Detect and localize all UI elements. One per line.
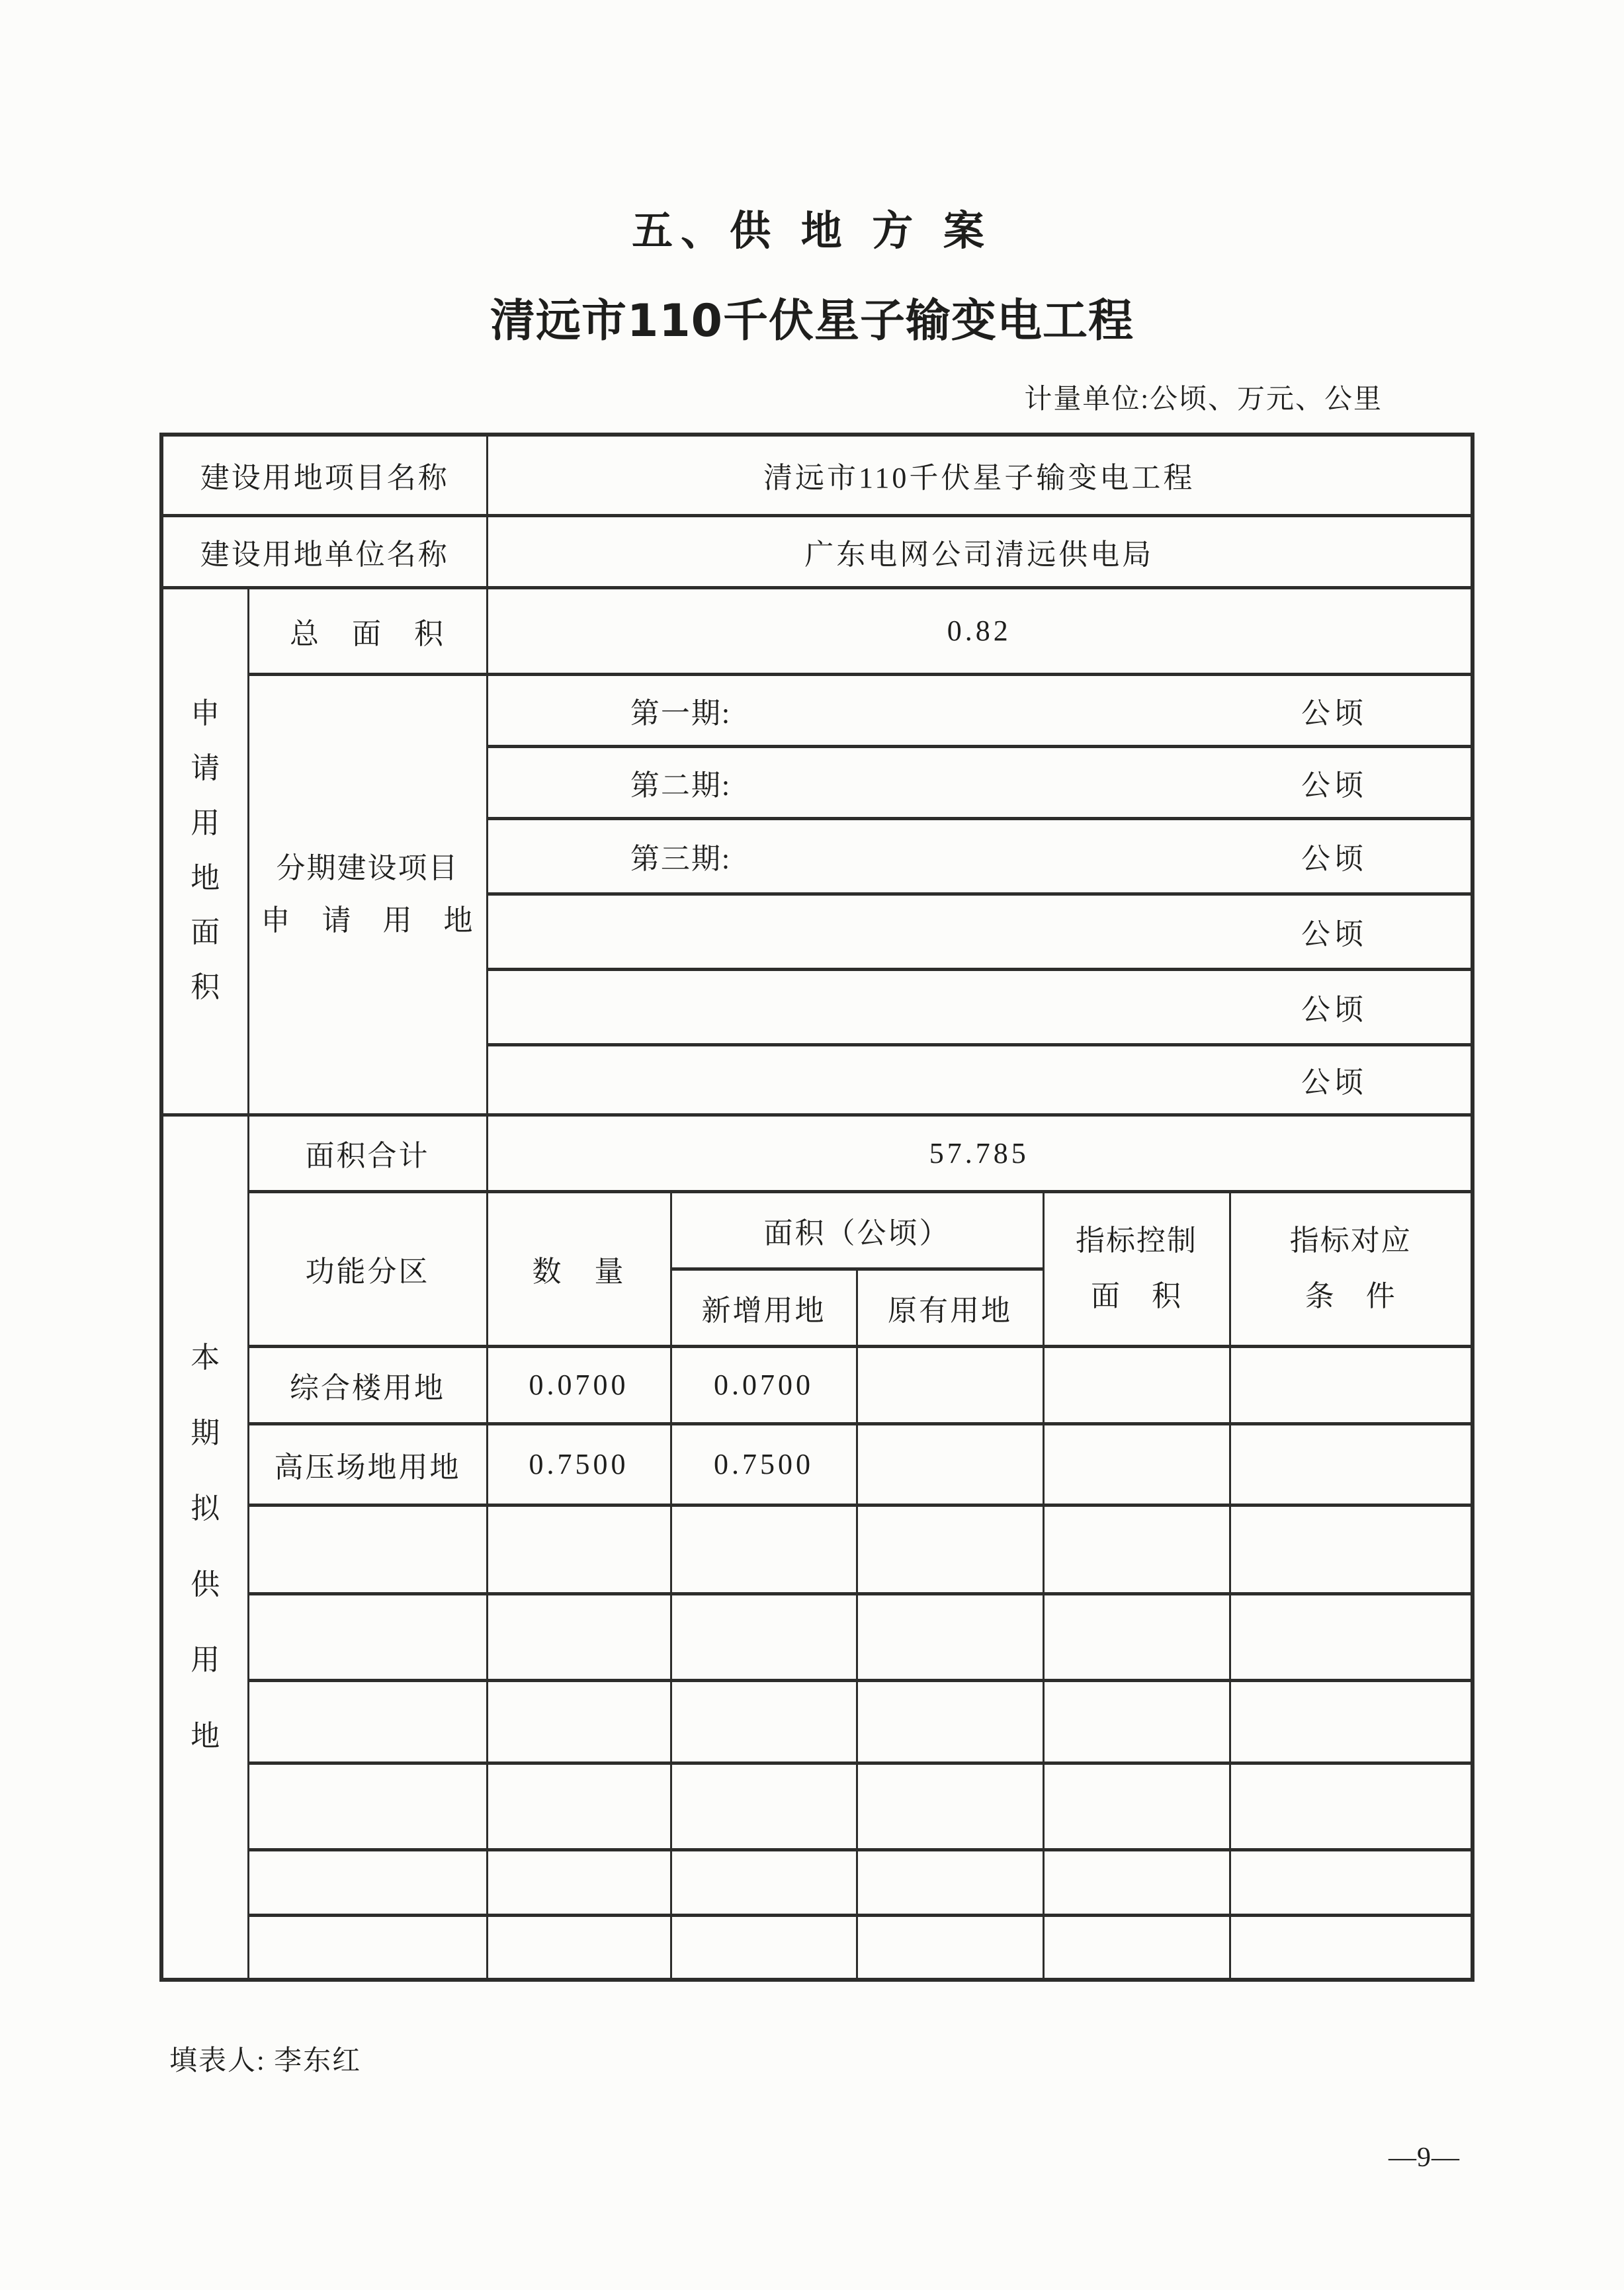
empty-cell (857, 1849, 1043, 1915)
document-title: 五、供 地 方 案 (632, 206, 992, 255)
empty-cell (1043, 1849, 1230, 1915)
measurement-unit-note: 计量单位:公顷、万元、公里 (1024, 384, 1383, 415)
phase-period-label: 第二期: (630, 769, 732, 802)
empty-cell (1230, 1915, 1473, 1980)
empty-cell (671, 1593, 857, 1680)
empty-cell (248, 1593, 487, 1680)
phase-row-cell-2 (487, 746, 1473, 818)
empty-cell (1230, 1763, 1473, 1849)
empty-cell (671, 1680, 857, 1763)
empty-cell (1043, 1680, 1230, 1763)
document-subtitle: 清远市110千伏星子输变电工程 (490, 295, 1134, 347)
index-condition-header-line1: 指标对应 (1289, 1224, 1412, 1257)
phase-row-cell-3 (487, 818, 1473, 894)
function-zone-header-cell: 功能分区 (248, 1191, 487, 1346)
hectare-unit-label: 公顷 (1301, 697, 1368, 730)
new-land-header-cell: 新增用地 (671, 1269, 857, 1346)
empty-cell (248, 1763, 487, 1849)
empty-cell (671, 1763, 857, 1849)
index-condition-header-cell (1230, 1191, 1473, 1346)
empty-cell (487, 1763, 671, 1849)
apply-area-vertical-label: 申请用地面积 (191, 697, 220, 1003)
empty-cell (857, 1505, 1043, 1593)
form-filler-note: 填表人: 李东红 (169, 2046, 362, 2076)
table-row (161, 1423, 1473, 1505)
index-condition-header-line2: 条 件 (1304, 1280, 1396, 1312)
empty-cell (671, 1915, 857, 1980)
phased-project-label-line1: 分期建设项目 (276, 851, 459, 884)
table-row (161, 1849, 1473, 1915)
apply-area-vertical-label-cell (161, 587, 248, 1115)
table-row (161, 1593, 1473, 1680)
land-supply-table (159, 433, 1474, 1982)
empty-cell (248, 1505, 487, 1593)
table-row (161, 1680, 1473, 1763)
index-control-header-cell (1043, 1191, 1230, 1346)
phase-row-cell-6 (487, 1044, 1473, 1115)
hectare-unit-label: 公顷 (1301, 769, 1368, 802)
unit-name-value-cell: 广东电网公司清远供电局 (487, 515, 1473, 587)
empty-cell (1043, 1915, 1230, 1980)
phase-period-label: 第三期: (630, 843, 732, 875)
hectare-unit-label: 公顷 (1301, 843, 1368, 875)
existing-land-header-cell: 原有用地 (857, 1269, 1043, 1346)
phased-project-label-cell (248, 674, 487, 1115)
total-area-label-cell: 总 面 积 (248, 587, 487, 674)
phased-project-label-line2: 申 请 用 地 (261, 904, 474, 937)
zone-name-cell: 综合楼用地 (248, 1346, 487, 1423)
empty-cell (1043, 1763, 1230, 1849)
empty-cell (671, 1849, 857, 1915)
phase-row-cell-5 (487, 969, 1473, 1044)
table-row (161, 1346, 1473, 1423)
index-control-header-line1: 指标控制 (1076, 1224, 1197, 1257)
area-group-header-cell: 面积（公顷） (671, 1191, 1043, 1269)
table-row (161, 435, 1473, 515)
new-land-value-cell: 0.7500 (671, 1423, 857, 1505)
empty-cell (1230, 1849, 1473, 1915)
quantity-header-cell: 数 量 (487, 1191, 671, 1346)
table-row (161, 515, 1473, 587)
table-row (161, 1915, 1473, 1980)
phase-row-cell-1 (487, 674, 1473, 746)
empty-cell (857, 1763, 1043, 1849)
table-row (161, 587, 1473, 674)
empty-cell (671, 1505, 857, 1593)
existing-land-value-cell (857, 1346, 1043, 1423)
empty-cell (1043, 1593, 1230, 1680)
hectare-unit-label: 公顷 (1301, 918, 1368, 951)
empty-cell (1230, 1505, 1473, 1593)
empty-cell (1043, 1505, 1230, 1593)
empty-cell (857, 1915, 1043, 1980)
table-row (161, 1115, 1473, 1191)
empty-cell (248, 1849, 487, 1915)
empty-cell (857, 1593, 1043, 1680)
table-header-row (161, 1191, 1473, 1269)
project-name-value-cell: 清远市110千伏星子输变电工程 (487, 435, 1473, 515)
index-condition-value-cell (1230, 1346, 1473, 1423)
unit-name-label-cell: 建设用地单位名称 (161, 515, 487, 587)
hectare-unit-label: 公顷 (1301, 1066, 1368, 1099)
empty-cell (857, 1680, 1043, 1763)
index-control-value-cell (1043, 1423, 1230, 1505)
phase-period-label: 第一期: (630, 697, 732, 730)
empty-cell (487, 1593, 671, 1680)
index-control-header-line2: 面 积 (1091, 1280, 1182, 1312)
quantity-value-cell: 0.0700 (487, 1346, 671, 1423)
empty-cell (248, 1915, 487, 1980)
empty-cell (1230, 1680, 1473, 1763)
table-row (161, 1763, 1473, 1849)
project-name-label-cell: 建设用地项目名称 (161, 435, 487, 515)
empty-cell (487, 1505, 671, 1593)
phase-row-cell-4 (487, 894, 1473, 969)
page-number: —9— (1389, 2142, 1460, 2173)
empty-cell (248, 1680, 487, 1763)
table-row (161, 1505, 1473, 1593)
index-condition-value-cell (1230, 1423, 1473, 1505)
supply-vertical-label: 本期拟供用地 (191, 1341, 220, 1752)
empty-cell (487, 1849, 671, 1915)
table-row (161, 674, 1473, 746)
area-total-value-cell: 57.785 (487, 1115, 1473, 1191)
hectare-unit-label: 公顷 (1301, 994, 1368, 1026)
empty-cell (1230, 1593, 1473, 1680)
new-land-value-cell: 0.0700 (671, 1346, 857, 1423)
empty-cell (487, 1680, 671, 1763)
quantity-value-cell: 0.7500 (487, 1423, 671, 1505)
existing-land-value-cell (857, 1423, 1043, 1505)
total-area-value-cell: 0.82 (487, 587, 1473, 674)
empty-cell (487, 1915, 671, 1980)
zone-name-cell: 高压场地用地 (248, 1423, 487, 1505)
area-total-label-cell: 面积合计 (248, 1115, 487, 1191)
index-control-value-cell (1043, 1346, 1230, 1423)
supply-vertical-label-cell (161, 1115, 248, 1980)
